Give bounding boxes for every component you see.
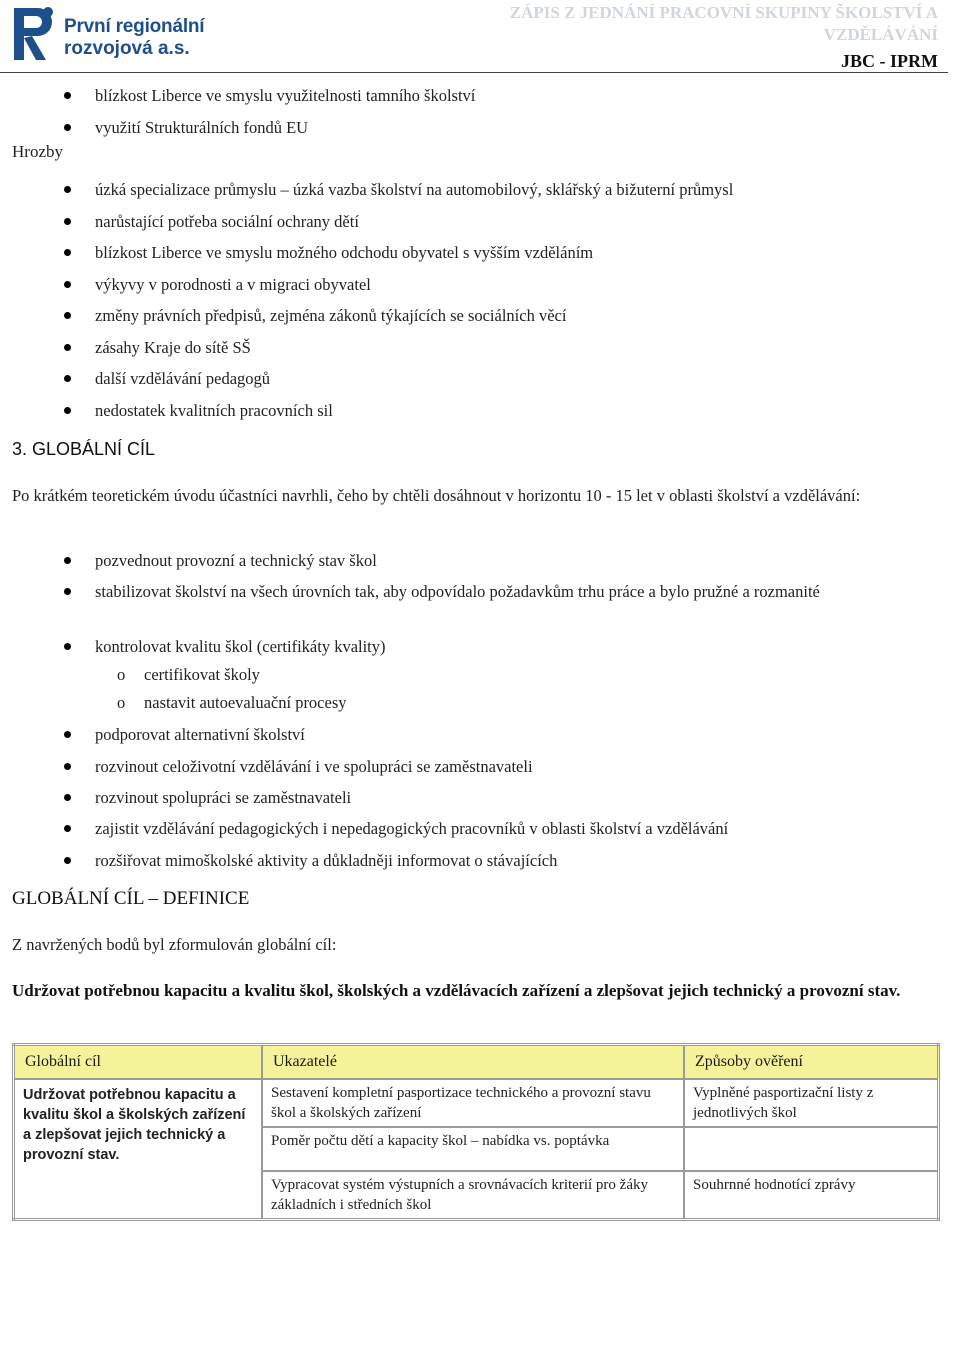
logo-line-1: První regionální bbox=[64, 16, 205, 37]
table-row bbox=[14, 1079, 939, 1127]
verification-cell bbox=[684, 1127, 939, 1171]
column-header: Ukazatelé bbox=[262, 1045, 684, 1080]
document-code: JBC - IPRM bbox=[841, 51, 938, 71]
sub-list-item: o nastavit autoevaluační procesy bbox=[117, 693, 347, 712]
section-heading: 3. GLOBÁLNÍ CÍL bbox=[12, 439, 156, 459]
column-header: Způsoby ověření bbox=[684, 1045, 939, 1080]
logo-mark-icon bbox=[8, 2, 56, 64]
indicator-cell: Sestavení kompletní pasportizace technického a provozní stavu škol a školských zařízení bbox=[262, 1079, 684, 1127]
goal-cell: Udržovat potřebnou kapacitu a kvalitu škol a školských zařízení a zlepšovat jejich technický a provozní stav. bbox=[14, 1079, 263, 1220]
indicator-cell: Vypracovat systém výstupních a srovnávacích kriterií pro žáky základních i středních škol bbox=[262, 1171, 684, 1220]
global-goal-statement: Udržovat potřebnou kapacitu a kvalitu škol, školských a vzdělávacích zařízení a zlepšovat jejich technický a provozní stav. bbox=[12, 981, 901, 1000]
document-title: ZÁPIS Z JEDNÁNÍ PRACOVNÍ SKUPINY ŠKOLSTVÍ A VZDĚLÁVÁNÍ bbox=[509, 3, 938, 44]
sub-bullet-icon: o bbox=[117, 665, 126, 684]
definition-intro: Z navržených bodů byl zformulován globální cíl: bbox=[12, 935, 337, 954]
threats-label: Hrozby bbox=[12, 142, 63, 161]
sub-list-item: o certifikovat školy bbox=[117, 665, 260, 684]
sub-bullet-icon: o bbox=[117, 693, 126, 712]
definition-heading: GLOBÁLNÍ CÍL – DEFINICE bbox=[12, 888, 250, 909]
indicator-cell: Poměr počtu dětí a kapacity škol – nabídka vs. poptávka bbox=[262, 1127, 684, 1171]
section-intro: Po krátkém teoretickém úvodu účastníci navrhli, čeho by chtěli dosáhnout v horizontu 10 - 15 let v oblasti školství a vzdělávání: bbox=[12, 486, 861, 505]
column-header: Globální cíl bbox=[14, 1045, 263, 1080]
header-divider bbox=[0, 72, 948, 73]
company-logo bbox=[8, 2, 248, 66]
page-header bbox=[0, 0, 960, 75]
logo-line-2: rozvojová a.s. bbox=[64, 38, 190, 59]
goal-table bbox=[12, 1043, 940, 1221]
verification-cell: Souhrnné hodnotící zprávy bbox=[684, 1171, 939, 1220]
verification-cell: Vyplněné pasportizační listy z jednotlivých škol bbox=[684, 1079, 939, 1127]
table-header-row bbox=[14, 1045, 939, 1080]
